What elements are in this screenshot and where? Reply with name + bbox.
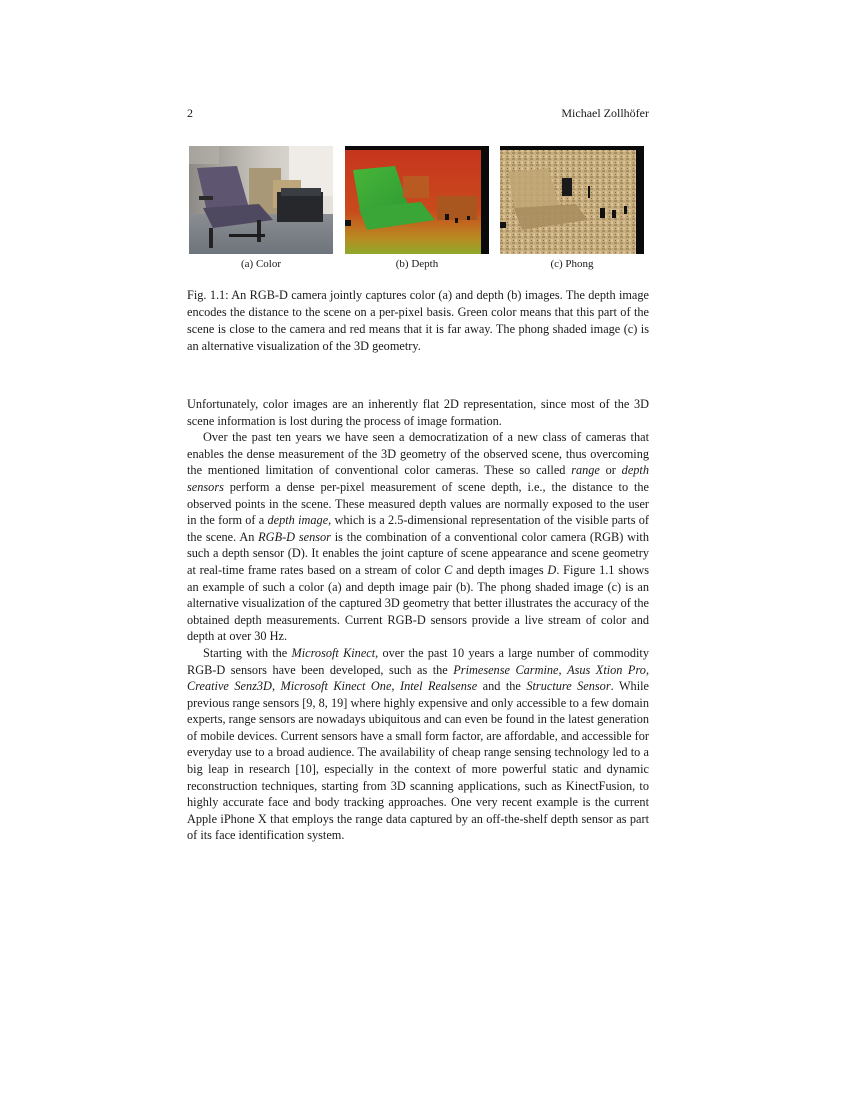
paragraph-2: Over the past ten years we have seen a democratization of a new class of cameras that enables the dense measurement of the 3D geometry of the observed scene, thus overcoming the mentioned limitation of conventional color cameras. These so called range or depth sensors perform a dense per-pixel measurement of scene depth, i.e., the distance to the observed points in the scene. These measured depth values are normally exposed to the user in the form of a depth image, which is a 2.5-dimensional representation of the visible parts of the scene. An RGB-D sensor is the combination of a conventional color camera (RGB) with such a depth sensor (D). It enables the joint capture of scene appearance and scene geometry at real-time frame rates based on a stream of color C and depth images D. Figure 1.1 shows an example of such a color (a) and depth image pair (b). The phong shaded image (c) is an alternative visualization of the captured 3D geometry that better illustrates the accuracy of the obtained depth measurements. Current RGB-D sensors provide a live stream of color and depth at over 30 Hz. [187,430,649,644]
paragraph-3: Starting with the Microsoft Kinect, over the past 10 years a large number of commodity RGB-D sensors have been developed, such as the Primesense Carmine, Asus Xtion Pro, Creative Senz3D, Microsoft Kinect One, Intel Realsense and the Structure Sensor. While previous range sensors [9, 8, 19] where highly expensive and only accessible to a few domain experts, range sensors are nowadays ubiquitous and can even be found in the latest generation of mobile devices. Current sensors have a small form factor, are affordable, and accessible for everyday use to a broad audience. The availability of cheap range sensing technology led to a big leap in research [10], especially in the context of more powerful static and dynamic reconstruction techniques, starting from 3D scanning applications, such as KinectFusion, to highly accurate face and body tracking approaches. One very recent example is the current Apple iPhone X that employs the range data captured by an off-the-shelf depth sensor as part of its face identification system. [187,645,650,843]
figure-1-1 [187,146,649,276]
subcaption-color: (a) Color [240,258,281,270]
page-number: 2 [187,106,193,120]
figure-caption: Fig. 1.1: An RGB-D camera jointly captures color (a) and depth (b) images. The depth image encodes the distance to the scene on a per-pixel basis. Green color means that this part of the scene is close to the camera and red means that it is far away. The phong shaded image (c) is an alternative visualization of the 3D geometry. [187,288,649,353]
body-text [187,396,649,844]
color-image [189,146,333,254]
subcaption-phong: (c) Phong [550,258,594,270]
depth-image [345,146,489,254]
subcaption-depth: (b) Depth [395,258,439,270]
page-header [187,106,649,122]
running-head-author: Michael Zollhöfer [561,106,649,120]
paragraph-1: Unfortunately, color images are an inherently flat 2D representation, since most of the 3D scene information is lost during the process of image formation. [187,397,649,428]
depth-map-graphic [345,146,489,254]
color-photo-graphic [189,146,333,254]
phong-image [500,146,644,254]
phong-shaded-graphic [500,146,644,254]
